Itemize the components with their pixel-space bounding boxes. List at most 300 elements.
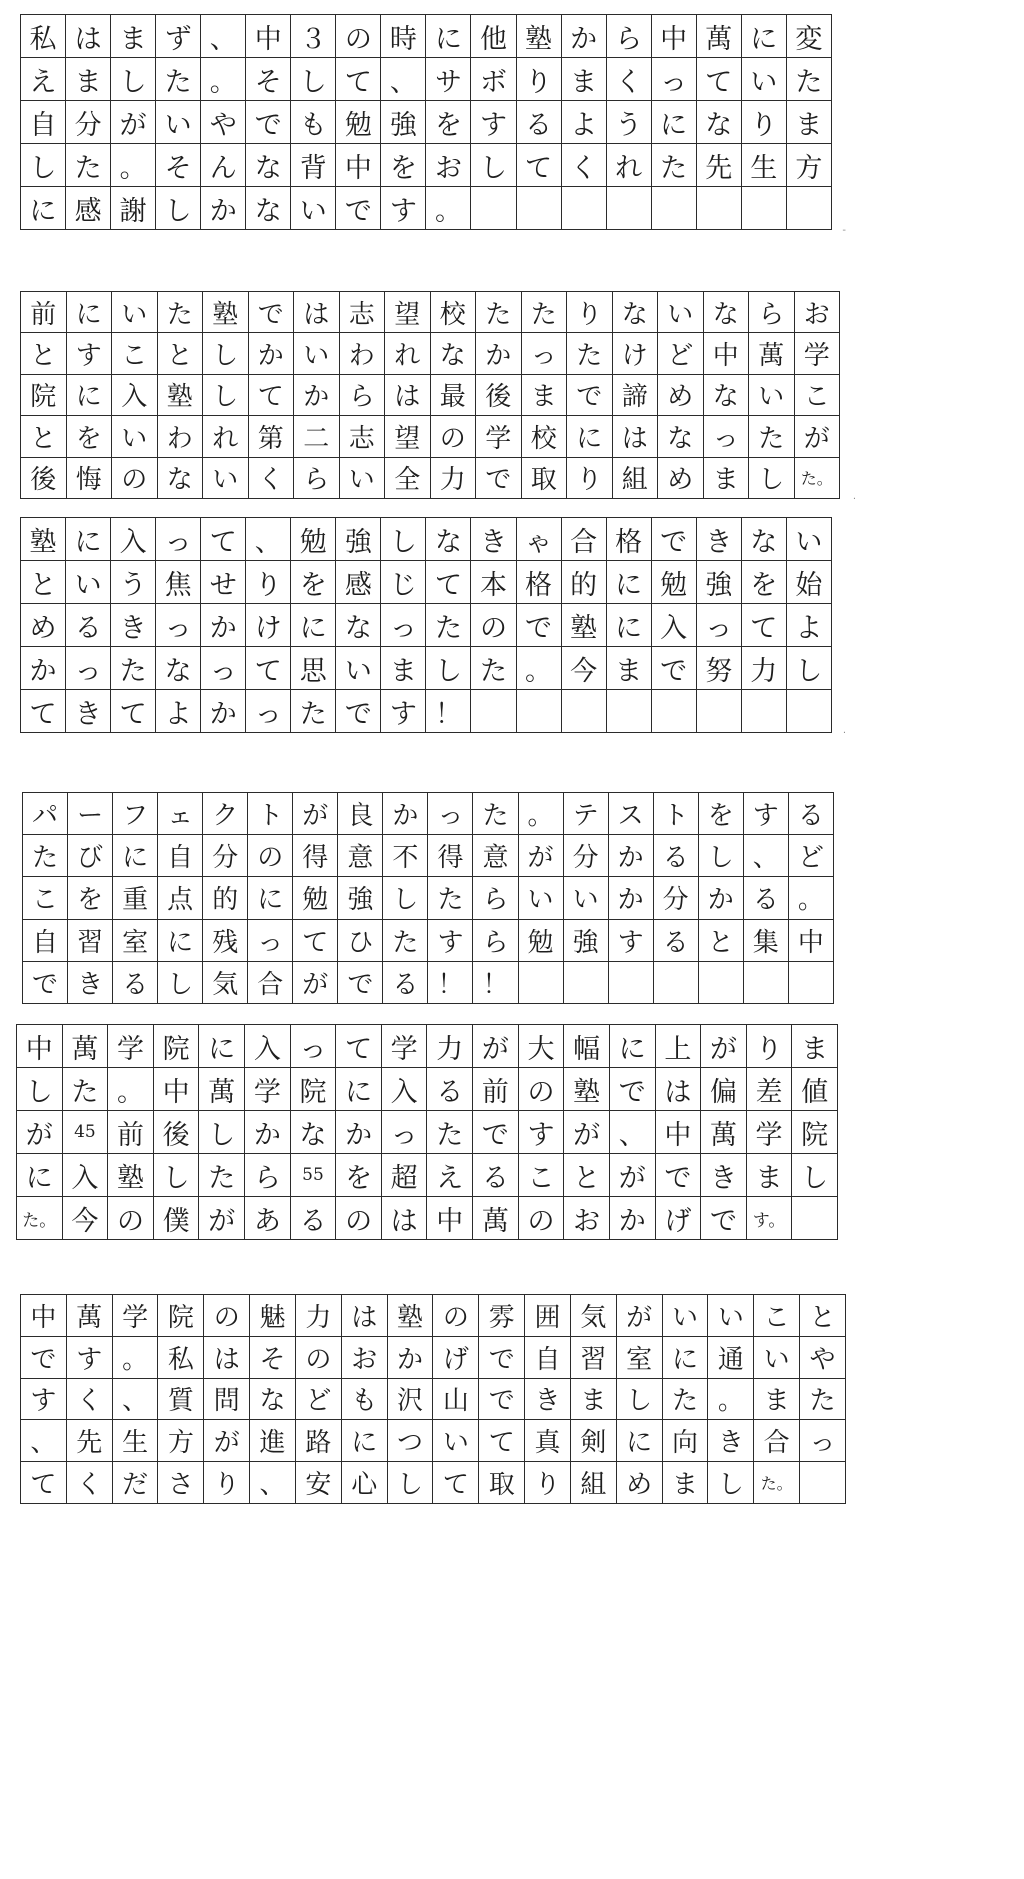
grid-cell: 差 xyxy=(746,1068,792,1111)
grid-cell: て xyxy=(516,144,561,187)
grid-cell xyxy=(561,187,606,230)
grid-cell: 。 xyxy=(108,1068,154,1111)
grid-cell: ま xyxy=(561,58,606,101)
grid-cell: 塾 xyxy=(564,1068,610,1111)
grid-cell: て xyxy=(293,919,338,961)
grid-cell: ト xyxy=(653,793,698,835)
grid-cell: か xyxy=(248,333,294,374)
grid-cell: 自 xyxy=(158,835,203,877)
grid-cell: 今 xyxy=(561,647,606,690)
grid-cell: 二 xyxy=(294,416,340,457)
grid-cell: あ xyxy=(245,1197,291,1240)
grid-cell: た xyxy=(66,144,111,187)
grid-cell: 感 xyxy=(336,561,381,604)
grid-cell: っ xyxy=(66,647,111,690)
grid-cell: の xyxy=(108,1197,154,1240)
grid-cell xyxy=(651,690,696,733)
grid-cell: し xyxy=(21,144,66,187)
grid-cell: が xyxy=(199,1197,245,1240)
grid-cell: か xyxy=(201,187,246,230)
grid-cell: 中 xyxy=(655,1111,701,1154)
grid-cell: で xyxy=(248,292,294,333)
grid-cell: き xyxy=(701,1154,747,1197)
grid-cell: 変 xyxy=(786,15,831,58)
grid-cell: い xyxy=(203,457,249,498)
grid-cell: め xyxy=(21,604,66,647)
grid-cell: で xyxy=(567,374,613,415)
grid-cell: な xyxy=(703,374,749,415)
grid-cell: う xyxy=(606,101,651,144)
grid-cell: 私 xyxy=(21,15,66,58)
grid-cell: い xyxy=(518,877,563,919)
grid-cell: し xyxy=(616,1378,662,1420)
grid-cell: に xyxy=(606,561,651,604)
grid-cell: ど xyxy=(788,835,833,877)
grid-cell: 最 xyxy=(430,374,476,415)
grid-cell xyxy=(518,961,563,1003)
grid-cell: 安 xyxy=(295,1462,341,1504)
grid-row xyxy=(17,1111,838,1154)
grid-cell: よ xyxy=(561,101,606,144)
grid-cell: 残 xyxy=(203,919,248,961)
grid-cell: 学 xyxy=(112,1295,158,1337)
grid-cell xyxy=(471,690,516,733)
grid-cell xyxy=(786,187,831,230)
grid-cell: 萬 xyxy=(701,1111,747,1154)
grid-cell: ！ xyxy=(428,961,473,1003)
grid-cell: 勉 xyxy=(291,518,336,561)
grid-cell: 院 xyxy=(21,374,67,415)
grid-cell: か xyxy=(21,647,66,690)
grid-cell: は xyxy=(612,416,658,457)
grid-cell: 。 xyxy=(708,1378,754,1420)
grid-cell: に xyxy=(616,1420,662,1462)
grid-cell: っ xyxy=(651,58,696,101)
grid-cell: で xyxy=(476,457,522,498)
essay-1-sheet xyxy=(20,14,846,236)
grid-row xyxy=(17,1025,838,1068)
grid-cell: り xyxy=(567,457,613,498)
grid-cell: 習 xyxy=(570,1336,616,1378)
grid-cell: を xyxy=(291,561,336,604)
grid-cell: 院 xyxy=(792,1111,838,1154)
essay-1-grid xyxy=(20,14,832,230)
scan-mark: · xyxy=(842,728,846,739)
grid-cell: 中 xyxy=(788,919,833,961)
grid-cell: す xyxy=(21,1378,67,1420)
grid-cell: 中 xyxy=(153,1068,199,1111)
grid-cell: し xyxy=(203,333,249,374)
grid-cell: る xyxy=(427,1068,473,1111)
grid-cell: が xyxy=(473,1025,519,1068)
grid-cell: な xyxy=(658,416,704,457)
grid-cell: 前 xyxy=(21,292,67,333)
grid-cell: な xyxy=(703,292,749,333)
grid-cell: 入 xyxy=(111,518,156,561)
grid-cell: り xyxy=(246,561,291,604)
grid-cell: 心 xyxy=(341,1462,387,1504)
grid-cell: て xyxy=(21,690,66,733)
grid-cell: 、 xyxy=(201,15,246,58)
grid-cell: た xyxy=(651,144,696,187)
grid-cell: 力 xyxy=(430,457,476,498)
essay-5-sheet xyxy=(16,1024,838,1240)
grid-cell: 気 xyxy=(203,961,248,1003)
grid-cell: 方 xyxy=(158,1420,204,1462)
grid-cell: き xyxy=(525,1378,571,1420)
grid-cell: に xyxy=(567,416,613,457)
grid-cell: ま xyxy=(662,1462,708,1504)
grid-cell: し xyxy=(111,58,156,101)
grid-cell: い xyxy=(112,416,158,457)
grid-cell: 。 xyxy=(518,793,563,835)
grid-cell: す xyxy=(428,919,473,961)
grid-cell: 剣 xyxy=(570,1420,616,1462)
grid-cell: と xyxy=(698,919,743,961)
grid-cell: 強 xyxy=(338,877,383,919)
grid-cell: の xyxy=(112,457,158,498)
grid-cell: 分 xyxy=(653,877,698,919)
grid-cell: る xyxy=(290,1197,336,1240)
grid-cell: 今 xyxy=(62,1197,108,1240)
grid-cell: り xyxy=(741,101,786,144)
grid-row xyxy=(21,518,832,561)
grid-cell xyxy=(786,690,831,733)
grid-cell: で xyxy=(473,1111,519,1154)
grid-cell: い xyxy=(749,374,795,415)
grid-cell: 方 xyxy=(786,144,831,187)
grid-cell: す xyxy=(608,919,653,961)
grid-cell: 分 xyxy=(563,835,608,877)
grid-cell: な xyxy=(426,518,471,561)
grid-cell: ど xyxy=(658,333,704,374)
grid-cell: に xyxy=(651,101,696,144)
grid-cell: せ xyxy=(201,561,246,604)
grid-cell: で xyxy=(23,961,68,1003)
grid-cell: を xyxy=(336,1154,382,1197)
grid-cell xyxy=(741,690,786,733)
grid-cell: ま xyxy=(521,374,567,415)
grid-cell: 院 xyxy=(153,1025,199,1068)
grid-row xyxy=(23,877,834,919)
grid-cell: た xyxy=(111,647,156,690)
grid-cell: こ xyxy=(794,374,840,415)
grid-cell: 塾 xyxy=(387,1295,433,1337)
grid-cell xyxy=(698,961,743,1003)
grid-cell: 沢 xyxy=(387,1378,433,1420)
grid-cell: っ xyxy=(381,604,426,647)
grid-cell: て xyxy=(741,604,786,647)
grid-cell: し xyxy=(17,1068,63,1111)
grid-cell: 入 xyxy=(381,1068,427,1111)
grid-cell: 分 xyxy=(203,835,248,877)
grid-cell: な xyxy=(290,1111,336,1154)
essay-2-grid xyxy=(20,291,840,499)
grid-cell: く xyxy=(561,144,606,187)
grid-cell: の xyxy=(204,1295,250,1337)
grid-cell: し xyxy=(158,961,203,1003)
grid-cell: が xyxy=(17,1111,63,1154)
grid-cell xyxy=(471,187,516,230)
grid-cell: ど xyxy=(295,1378,341,1420)
grid-cell: と xyxy=(21,416,67,457)
grid-cell: た xyxy=(473,793,518,835)
grid-cell: に xyxy=(426,15,471,58)
grid-cell: 魅 xyxy=(250,1295,296,1337)
grid-row xyxy=(21,333,840,374)
grid-cell: 入 xyxy=(112,374,158,415)
grid-cell: よ xyxy=(786,604,831,647)
grid-cell: 。 xyxy=(516,647,561,690)
grid-cell: く xyxy=(248,457,294,498)
grid-cell: を xyxy=(741,561,786,604)
grid-cell: き xyxy=(708,1420,754,1462)
grid-cell: を xyxy=(426,101,471,144)
grid-cell: で xyxy=(609,1068,655,1111)
grid-cell: ひ xyxy=(338,919,383,961)
grid-cell: 自 xyxy=(23,919,68,961)
grid-cell: り xyxy=(516,58,561,101)
grid-cell: る xyxy=(653,919,698,961)
grid-cell: さ xyxy=(158,1462,204,1504)
grid-cell: で xyxy=(246,101,291,144)
essay-4-grid xyxy=(22,792,834,1004)
grid-cell: 塾 xyxy=(157,374,203,415)
grid-cell: こ xyxy=(112,333,158,374)
grid-cell: た xyxy=(23,835,68,877)
grid-cell: ま xyxy=(792,1025,838,1068)
grid-cell: く xyxy=(66,1378,112,1420)
grid-cell: っ xyxy=(703,416,749,457)
grid-cell: 問 xyxy=(204,1378,250,1420)
grid-cell: で xyxy=(701,1197,747,1240)
grid-cell: 萬 xyxy=(199,1068,245,1111)
grid-cell: し xyxy=(698,835,743,877)
grid-row xyxy=(21,58,832,101)
grid-row xyxy=(23,835,834,877)
grid-cell: る xyxy=(788,793,833,835)
grid-cell: 萬 xyxy=(696,15,741,58)
grid-cell: か xyxy=(608,835,653,877)
grid-cell: 、 xyxy=(743,835,788,877)
grid-cell: 第 xyxy=(248,416,294,457)
grid-cell: し xyxy=(156,187,201,230)
grid-cell xyxy=(792,1197,838,1240)
grid-cell: 向 xyxy=(662,1420,708,1462)
grid-cell: 萬 xyxy=(473,1197,519,1240)
grid-cell: 後 xyxy=(153,1111,199,1154)
grid-cell: 。 xyxy=(201,58,246,101)
grid-cell: 習 xyxy=(68,919,113,961)
grid-cell: を xyxy=(68,877,113,919)
grid-cell: 力 xyxy=(295,1295,341,1337)
essay-6-sheet xyxy=(20,1294,846,1504)
grid-cell: 中 xyxy=(703,333,749,374)
grid-cell: は xyxy=(385,374,431,415)
grid-cell xyxy=(516,187,561,230)
grid-cell xyxy=(651,187,696,230)
grid-cell: 謝 xyxy=(111,187,156,230)
grid-cell: を xyxy=(66,416,112,457)
grid-cell: 。 xyxy=(788,877,833,919)
grid-cell: 院 xyxy=(290,1068,336,1111)
grid-cell: 偏 xyxy=(701,1068,747,1111)
grid-cell: ん xyxy=(201,144,246,187)
grid-cell: は xyxy=(655,1068,701,1111)
grid-cell: 。 xyxy=(111,144,156,187)
grid-cell: が xyxy=(616,1295,662,1337)
grid-cell: 勉 xyxy=(336,101,381,144)
grid-cell: し xyxy=(708,1462,754,1504)
grid-cell: 幅 xyxy=(564,1025,610,1068)
grid-cell: 私 xyxy=(158,1336,204,1378)
grid-cell: っ xyxy=(521,333,567,374)
grid-row xyxy=(21,604,832,647)
grid-cell: 合 xyxy=(754,1420,800,1462)
grid-cell: 感 xyxy=(66,187,111,230)
grid-row xyxy=(17,1068,838,1111)
grid-cell xyxy=(563,961,608,1003)
grid-cell: 意 xyxy=(338,835,383,877)
essay-3-sheet xyxy=(20,517,846,739)
grid-cell: 得 xyxy=(293,835,338,877)
grid-cell: て xyxy=(426,561,471,604)
grid-cell: 合 xyxy=(248,961,293,1003)
grid-cell: ス xyxy=(608,793,653,835)
grid-cell: は xyxy=(341,1295,387,1337)
grid-cell: 僕 xyxy=(153,1197,199,1240)
grid-cell: の xyxy=(433,1295,479,1337)
grid-row xyxy=(21,374,840,415)
grid-cell: に xyxy=(609,1025,655,1068)
grid-cell: い xyxy=(741,58,786,101)
grid-cell: 、 xyxy=(112,1378,158,1420)
grid-cell: も xyxy=(291,101,336,144)
grid-cell: り xyxy=(525,1462,571,1504)
grid-row xyxy=(21,1462,846,1504)
grid-cell: 塾 xyxy=(516,15,561,58)
grid-cell: 。 xyxy=(426,187,471,230)
grid-cell: 、 xyxy=(250,1462,296,1504)
grid-row xyxy=(21,144,832,187)
grid-cell: ま xyxy=(111,15,156,58)
grid-cell: 萬 xyxy=(62,1025,108,1068)
grid-cell: め xyxy=(658,374,704,415)
grid-cell: 望 xyxy=(385,416,431,457)
grid-cell: い xyxy=(156,101,201,144)
grid-cell: れ xyxy=(606,144,651,187)
grid-cell: は xyxy=(66,15,111,58)
grid-cell: う xyxy=(111,561,156,604)
grid-cell xyxy=(653,961,698,1003)
grid-cell: 学 xyxy=(245,1068,291,1111)
grid-cell: す xyxy=(66,1336,112,1378)
grid-cell: き xyxy=(696,518,741,561)
grid-cell: い xyxy=(339,457,385,498)
grid-cell: 勉 xyxy=(518,919,563,961)
grid-row xyxy=(23,961,834,1003)
grid-cell: で xyxy=(651,647,696,690)
grid-cell: こ xyxy=(518,1154,564,1197)
grid-cell: 中 xyxy=(651,15,696,58)
grid-cell: か xyxy=(609,1197,655,1240)
grid-cell: て xyxy=(336,58,381,101)
grid-cell: 、 xyxy=(381,58,426,101)
grid-cell: ら xyxy=(473,877,518,919)
grid-cell: い xyxy=(658,292,704,333)
scan-mark: · xyxy=(852,494,856,505)
grid-cell: お xyxy=(794,292,840,333)
grid-cell: 入 xyxy=(62,1154,108,1197)
grid-cell: に xyxy=(66,374,112,415)
grid-cell: で xyxy=(479,1378,525,1420)
grid-cell: 前 xyxy=(473,1068,519,1111)
grid-cell: で xyxy=(21,1336,67,1378)
grid-cell: 悔 xyxy=(66,457,112,498)
grid-cell: 中 xyxy=(336,144,381,187)
grid-cell: な xyxy=(741,518,786,561)
grid-cell: て xyxy=(201,518,246,561)
grid-cell: わ xyxy=(157,416,203,457)
grid-cell: 塾 xyxy=(203,292,249,333)
grid-cell: 志 xyxy=(339,416,385,457)
grid-cell: て xyxy=(21,1462,67,1504)
grid-cell: 自 xyxy=(525,1336,571,1378)
grid-cell: い xyxy=(294,333,340,374)
grid-row xyxy=(21,101,832,144)
grid-cell: 点 xyxy=(158,877,203,919)
grid-cell: ま xyxy=(786,101,831,144)
grid-cell: し xyxy=(203,374,249,415)
grid-cell: 意 xyxy=(473,835,518,877)
grid-row xyxy=(21,187,832,230)
grid-cell: 学 xyxy=(381,1025,427,1068)
grid-cell: た xyxy=(426,604,471,647)
grid-cell: そ xyxy=(246,58,291,101)
grid-cell: 塾 xyxy=(21,518,66,561)
grid-cell: め xyxy=(658,457,704,498)
grid-cell: 先 xyxy=(696,144,741,187)
grid-cell: げ xyxy=(655,1197,701,1240)
grid-cell: に xyxy=(662,1336,708,1378)
grid-cell: ー xyxy=(68,793,113,835)
grid-cell: 分 xyxy=(66,101,111,144)
grid-cell: で xyxy=(651,518,696,561)
grid-cell: た xyxy=(749,416,795,457)
grid-cell: し xyxy=(786,647,831,690)
grid-cell: ら xyxy=(245,1154,291,1197)
grid-cell: 先 xyxy=(66,1420,112,1462)
grid-cell: か xyxy=(201,690,246,733)
grid-cell: え xyxy=(427,1154,473,1197)
grid-cell: な xyxy=(612,292,658,333)
grid-cell: に xyxy=(606,604,651,647)
grid-cell: が xyxy=(293,961,338,1003)
grid-cell: に xyxy=(113,835,158,877)
grid-cell: ！ xyxy=(473,961,518,1003)
grid-cell: た xyxy=(786,58,831,101)
grid-cell: な xyxy=(246,144,291,187)
grid-cell: し xyxy=(749,457,795,498)
grid-cell: じ xyxy=(381,561,426,604)
grid-cell: と xyxy=(157,333,203,374)
grid-cell: 大 xyxy=(518,1025,564,1068)
grid-cell: ま xyxy=(746,1154,792,1197)
grid-cell: ま xyxy=(606,647,651,690)
grid-cell: 合 xyxy=(561,518,606,561)
grid-cell: こ xyxy=(23,877,68,919)
grid-cell: に xyxy=(66,292,112,333)
